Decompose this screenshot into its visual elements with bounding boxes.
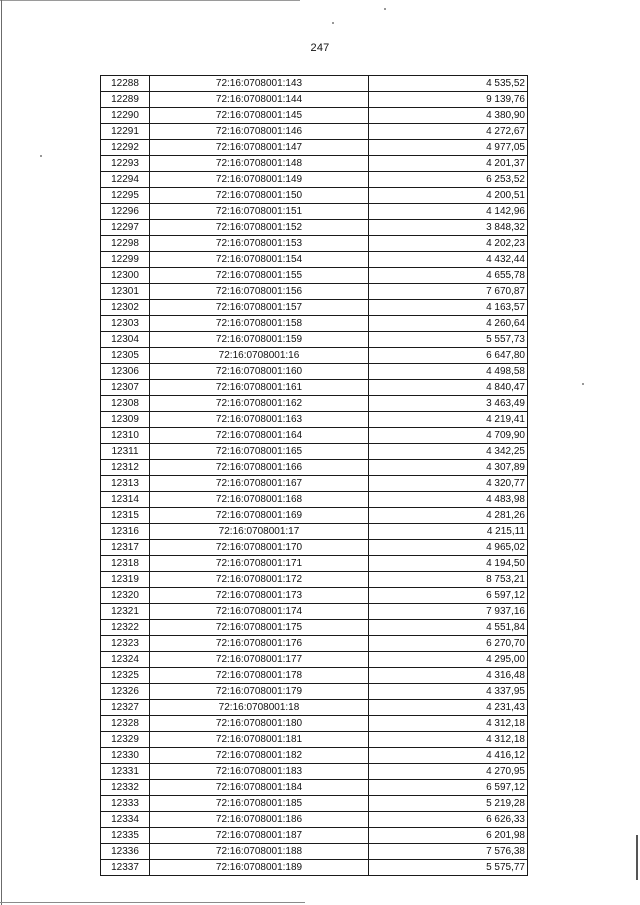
area-value-cell: 4 272,67	[369, 124, 528, 140]
cadastral-table	[100, 75, 528, 876]
area-value-cell: 4 655,78	[369, 268, 528, 284]
table-row	[101, 636, 528, 652]
area-value-cell: 8 753,21	[369, 572, 528, 588]
area-value-cell: 7 937,16	[369, 604, 528, 620]
area-value-cell: 5 557,73	[369, 332, 528, 348]
cadastral-number-cell: 72:16:0708001:145	[150, 108, 369, 124]
cadastral-number-cell: 72:16:0708001:171	[150, 556, 369, 572]
area-value-cell: 4 202,23	[369, 236, 528, 252]
row-number-cell: 12337	[101, 860, 150, 876]
table-row	[101, 748, 528, 764]
cadastral-number-cell: 72:16:0708001:173	[150, 588, 369, 604]
row-number-cell: 12290	[101, 108, 150, 124]
table-row	[101, 172, 528, 188]
row-number-cell: 12297	[101, 220, 150, 236]
row-number-cell: 12309	[101, 412, 150, 428]
scan-border-bottom	[0, 902, 305, 903]
area-value-cell: 4 201,37	[369, 156, 528, 172]
area-value-cell: 4 380,90	[369, 108, 528, 124]
table-row	[101, 188, 528, 204]
row-number-cell: 12336	[101, 844, 150, 860]
area-value-cell: 4 307,89	[369, 460, 528, 476]
table-row	[101, 588, 528, 604]
table-row	[101, 492, 528, 508]
scan-border-left	[1, 0, 2, 905]
row-number-cell: 12321	[101, 604, 150, 620]
table-row	[101, 508, 528, 524]
row-number-cell: 12326	[101, 684, 150, 700]
area-value-cell: 4 142,96	[369, 204, 528, 220]
scan-speck	[384, 8, 386, 10]
cadastral-number-cell: 72:16:0708001:187	[150, 828, 369, 844]
area-value-cell: 4 281,26	[369, 508, 528, 524]
table-row	[101, 716, 528, 732]
table-row	[101, 620, 528, 636]
area-value-cell: 6 270,70	[369, 636, 528, 652]
cadastral-number-cell: 72:16:0708001:188	[150, 844, 369, 860]
cadastral-number-cell: 72:16:0708001:149	[150, 172, 369, 188]
cadastral-number-cell: 72:16:0708001:185	[150, 796, 369, 812]
table-row	[101, 236, 528, 252]
row-number-cell: 12316	[101, 524, 150, 540]
cadastral-number-cell: 72:16:0708001:183	[150, 764, 369, 780]
row-number-cell: 12298	[101, 236, 150, 252]
cadastral-number-cell: 72:16:0708001:147	[150, 140, 369, 156]
table-row	[101, 540, 528, 556]
table-row	[101, 828, 528, 844]
cadastral-number-cell: 72:16:0708001:189	[150, 860, 369, 876]
table-row	[101, 332, 528, 348]
area-value-cell: 3 463,49	[369, 396, 528, 412]
row-number-cell: 12293	[101, 156, 150, 172]
scan-border-right	[636, 835, 638, 880]
table-row	[101, 556, 528, 572]
cadastral-number-cell: 72:16:0708001:156	[150, 284, 369, 300]
row-number-cell: 12310	[101, 428, 150, 444]
row-number-cell: 12319	[101, 572, 150, 588]
page-number: 247	[310, 42, 330, 54]
table-row	[101, 380, 528, 396]
table-row	[101, 76, 528, 92]
row-number-cell: 12291	[101, 124, 150, 140]
row-number-cell: 12299	[101, 252, 150, 268]
area-value-cell: 4 194,50	[369, 556, 528, 572]
row-number-cell: 12322	[101, 620, 150, 636]
row-number-cell: 12315	[101, 508, 150, 524]
area-value-cell: 4 965,02	[369, 540, 528, 556]
area-value-cell: 4 260,64	[369, 316, 528, 332]
table-row	[101, 364, 528, 380]
area-value-cell: 5 219,28	[369, 796, 528, 812]
row-number-cell: 12296	[101, 204, 150, 220]
area-value-cell: 4 337,95	[369, 684, 528, 700]
cadastral-number-cell: 72:16:0708001:172	[150, 572, 369, 588]
table-row	[101, 444, 528, 460]
cadastral-number-cell: 72:16:0708001:163	[150, 412, 369, 428]
table-row	[101, 108, 528, 124]
row-number-cell: 12335	[101, 828, 150, 844]
table-row	[101, 252, 528, 268]
cadastral-number-cell: 72:16:0708001:143	[150, 76, 369, 92]
cadastral-number-cell: 72:16:0708001:157	[150, 300, 369, 316]
table-row	[101, 700, 528, 716]
table-row	[101, 476, 528, 492]
cadastral-number-cell: 72:16:0708001:181	[150, 732, 369, 748]
row-number-cell: 12289	[101, 92, 150, 108]
area-value-cell: 4 551,84	[369, 620, 528, 636]
cadastral-number-cell: 72:16:0708001:170	[150, 540, 369, 556]
row-number-cell: 12331	[101, 764, 150, 780]
scan-border-top	[0, 0, 300, 1]
scan-speck	[332, 22, 334, 24]
row-number-cell: 12305	[101, 348, 150, 364]
area-value-cell: 6 253,52	[369, 172, 528, 188]
row-number-cell: 12334	[101, 812, 150, 828]
table-row	[101, 844, 528, 860]
area-value-cell: 4 432,44	[369, 252, 528, 268]
area-value-cell: 6 201,98	[369, 828, 528, 844]
row-number-cell: 12307	[101, 380, 150, 396]
area-value-cell: 7 670,87	[369, 284, 528, 300]
table-row	[101, 780, 528, 796]
area-value-cell: 6 647,80	[369, 348, 528, 364]
row-number-cell: 12306	[101, 364, 150, 380]
cadastral-number-cell: 72:16:0708001:16	[150, 348, 369, 364]
row-number-cell: 12333	[101, 796, 150, 812]
area-value-cell: 4 416,12	[369, 748, 528, 764]
row-number-cell: 12311	[101, 444, 150, 460]
row-number-cell: 12320	[101, 588, 150, 604]
table-row	[101, 412, 528, 428]
cadastral-number-cell: 72:16:0708001:166	[150, 460, 369, 476]
area-value-cell: 4 215,11	[369, 524, 528, 540]
table-row	[101, 348, 528, 364]
area-value-cell: 4 535,52	[369, 76, 528, 92]
area-value-cell: 4 231,43	[369, 700, 528, 716]
cadastral-number-cell: 72:16:0708001:17	[150, 524, 369, 540]
table-body	[101, 76, 528, 876]
table-row	[101, 460, 528, 476]
cadastral-number-cell: 72:16:0708001:162	[150, 396, 369, 412]
area-value-cell: 4 219,41	[369, 412, 528, 428]
table-row	[101, 652, 528, 668]
cadastral-number-cell: 72:16:0708001:161	[150, 380, 369, 396]
area-value-cell: 4 977,05	[369, 140, 528, 156]
cadastral-number-cell: 72:16:0708001:154	[150, 252, 369, 268]
cadastral-number-cell: 72:16:0708001:164	[150, 428, 369, 444]
cadastral-number-cell: 72:16:0708001:167	[150, 476, 369, 492]
table-row	[101, 124, 528, 140]
row-number-cell: 12294	[101, 172, 150, 188]
table-row	[101, 300, 528, 316]
row-number-cell: 12328	[101, 716, 150, 732]
area-value-cell: 4 342,25	[369, 444, 528, 460]
table-row	[101, 396, 528, 412]
area-value-cell: 4 498,58	[369, 364, 528, 380]
area-value-cell: 4 163,57	[369, 300, 528, 316]
cadastral-number-cell: 72:16:0708001:169	[150, 508, 369, 524]
row-number-cell: 12332	[101, 780, 150, 796]
cadastral-number-cell: 72:16:0708001:151	[150, 204, 369, 220]
table-row	[101, 428, 528, 444]
row-number-cell: 12288	[101, 76, 150, 92]
cadastral-number-cell: 72:16:0708001:155	[150, 268, 369, 284]
cadastral-number-cell: 72:16:0708001:174	[150, 604, 369, 620]
table-row	[101, 860, 528, 876]
row-number-cell: 12300	[101, 268, 150, 284]
cadastral-number-cell: 72:16:0708001:148	[150, 156, 369, 172]
row-number-cell: 12314	[101, 492, 150, 508]
cadastral-number-cell: 72:16:0708001:186	[150, 812, 369, 828]
cadastral-number-cell: 72:16:0708001:180	[150, 716, 369, 732]
row-number-cell: 12324	[101, 652, 150, 668]
table-row	[101, 284, 528, 300]
area-value-cell: 4 320,77	[369, 476, 528, 492]
table-row	[101, 812, 528, 828]
table-row	[101, 268, 528, 284]
cadastral-number-cell: 72:16:0708001:168	[150, 492, 369, 508]
row-number-cell: 12301	[101, 284, 150, 300]
row-number-cell: 12317	[101, 540, 150, 556]
area-value-cell: 6 597,12	[369, 588, 528, 604]
table-row	[101, 92, 528, 108]
scan-speck	[40, 155, 42, 157]
row-number-cell: 12313	[101, 476, 150, 492]
table-row	[101, 684, 528, 700]
area-value-cell: 4 270,95	[369, 764, 528, 780]
row-number-cell: 12308	[101, 396, 150, 412]
row-number-cell: 12327	[101, 700, 150, 716]
table-row	[101, 764, 528, 780]
area-value-cell: 9 139,76	[369, 92, 528, 108]
cadastral-number-cell: 72:16:0708001:165	[150, 444, 369, 460]
cadastral-number-cell: 72:16:0708001:177	[150, 652, 369, 668]
cadastral-number-cell: 72:16:0708001:184	[150, 780, 369, 796]
table-row	[101, 524, 528, 540]
table-row	[101, 204, 528, 220]
area-value-cell: 6 626,33	[369, 812, 528, 828]
row-number-cell: 12323	[101, 636, 150, 652]
area-value-cell: 4 200,51	[369, 188, 528, 204]
cadastral-number-cell: 72:16:0708001:182	[150, 748, 369, 764]
area-value-cell: 4 316,48	[369, 668, 528, 684]
table-row	[101, 732, 528, 748]
row-number-cell: 12303	[101, 316, 150, 332]
row-number-cell: 12292	[101, 140, 150, 156]
table-row	[101, 140, 528, 156]
cadastral-number-cell: 72:16:0708001:146	[150, 124, 369, 140]
scan-speck	[582, 383, 584, 385]
area-value-cell: 7 576,38	[369, 844, 528, 860]
row-number-cell: 12302	[101, 300, 150, 316]
table-row	[101, 604, 528, 620]
area-value-cell: 6 597,12	[369, 780, 528, 796]
area-value-cell: 4 295,00	[369, 652, 528, 668]
area-value-cell: 4 483,98	[369, 492, 528, 508]
table-row	[101, 220, 528, 236]
cadastral-number-cell: 72:16:0708001:175	[150, 620, 369, 636]
area-value-cell: 4 840,47	[369, 380, 528, 396]
cadastral-number-cell: 72:16:0708001:160	[150, 364, 369, 380]
cadastral-number-cell: 72:16:0708001:176	[150, 636, 369, 652]
row-number-cell: 12329	[101, 732, 150, 748]
cadastral-number-cell: 72:16:0708001:152	[150, 220, 369, 236]
cadastral-number-cell: 72:16:0708001:150	[150, 188, 369, 204]
area-value-cell: 4 312,18	[369, 716, 528, 732]
cadastral-number-cell: 72:16:0708001:179	[150, 684, 369, 700]
cadastral-number-cell: 72:16:0708001:18	[150, 700, 369, 716]
row-number-cell: 12304	[101, 332, 150, 348]
row-number-cell: 12295	[101, 188, 150, 204]
table-row	[101, 668, 528, 684]
cadastral-number-cell: 72:16:0708001:153	[150, 236, 369, 252]
table-row	[101, 572, 528, 588]
cadastral-number-cell: 72:16:0708001:144	[150, 92, 369, 108]
area-value-cell: 3 848,32	[369, 220, 528, 236]
table-row	[101, 796, 528, 812]
row-number-cell: 12325	[101, 668, 150, 684]
area-value-cell: 5 575,77	[369, 860, 528, 876]
cadastral-number-cell: 72:16:0708001:178	[150, 668, 369, 684]
area-value-cell: 4 709,90	[369, 428, 528, 444]
row-number-cell: 12312	[101, 460, 150, 476]
table-row	[101, 156, 528, 172]
cadastral-number-cell: 72:16:0708001:159	[150, 332, 369, 348]
row-number-cell: 12318	[101, 556, 150, 572]
area-value-cell: 4 312,18	[369, 732, 528, 748]
table-row	[101, 316, 528, 332]
cadastral-number-cell: 72:16:0708001:158	[150, 316, 369, 332]
row-number-cell: 12330	[101, 748, 150, 764]
